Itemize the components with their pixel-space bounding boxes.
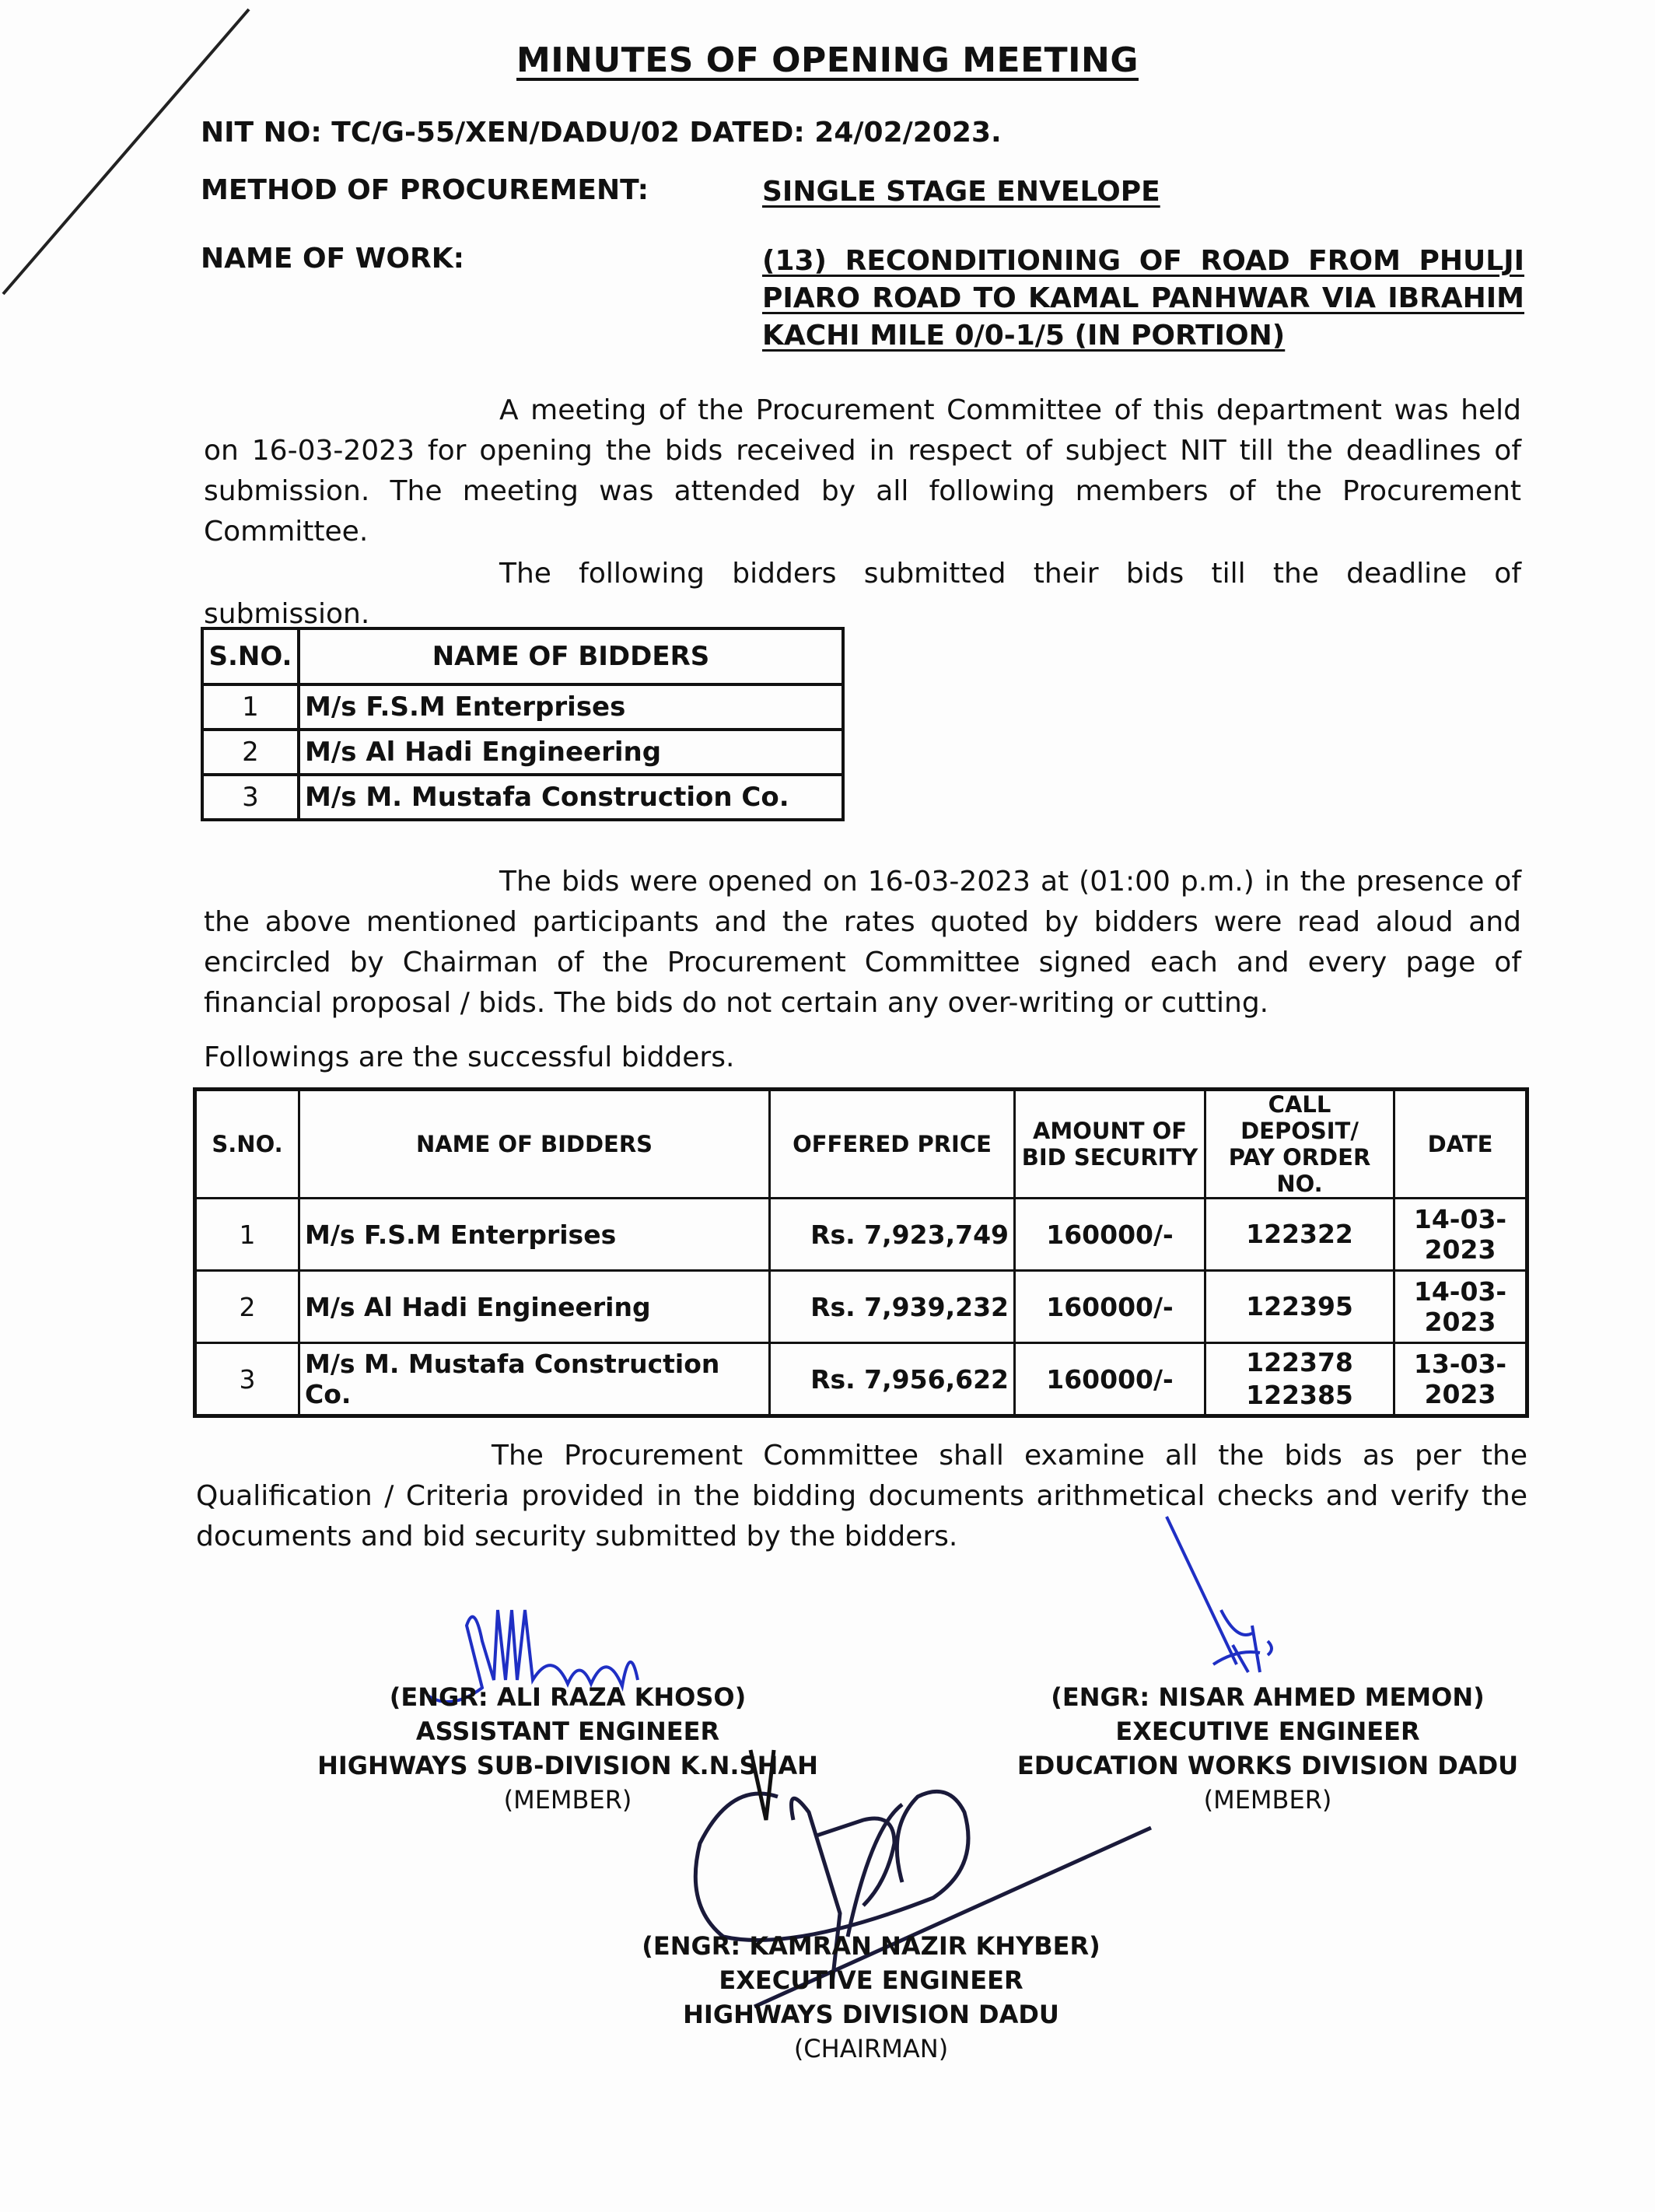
cell-price: Rs. 7,956,622	[770, 1343, 1015, 1416]
cell-security: 160000/-	[1015, 1199, 1205, 1271]
bidders-intro: The following bidders submitted their bids till the deadline of submission.	[204, 558, 1521, 630]
cell-pay-order	[1205, 1271, 1394, 1343]
cell-sno: 1	[195, 1199, 299, 1271]
signatory-role: (MEMBER)	[1203, 1785, 1332, 1815]
signatory-name: (ENGR: KAMRAN NAZIR KHYBER)	[642, 1931, 1100, 1961]
page-title: MINUTES OF OPENING MEETING	[516, 40, 1139, 80]
cell-name: M/s F.S.M Enterprises	[299, 1199, 770, 1271]
table-header-row	[202, 628, 843, 684]
pay-order-number: 122378	[1246, 1347, 1353, 1377]
cell-sno: 3	[202, 775, 299, 820]
method-label: METHOD OF PROCUREMENT:	[201, 174, 649, 206]
cell-sno: 3	[195, 1343, 299, 1416]
signatory-office: HIGHWAYS DIVISION DADU	[683, 2000, 1059, 2029]
cell-pay-order	[1205, 1199, 1394, 1271]
header-deposit	[1205, 1090, 1394, 1199]
header-name: NAME OF BIDDERS	[299, 1090, 770, 1199]
opening-paragraph: The bids were opened on 16-03-2023 at (01:00 p.m.) in the presence of the above mentioned participants and the rates quoted by bidders were read aloud and encircled by Chairman of the Procurement Committee signed each and every page of financial proposal / bids. The bids do not certain any over-writing or cutting.	[204, 866, 1521, 1019]
table-row	[195, 1271, 1527, 1343]
signature-right-icon	[1151, 1517, 1307, 1688]
successful-intro: Followings are the successful bidders.	[204, 1041, 735, 1073]
cell-date: 14-03-2023	[1394, 1271, 1527, 1343]
table-row	[202, 684, 843, 730]
header-deposit-line1: CALL DEPOSIT/	[1240, 1091, 1359, 1144]
cell-date: 13-03-2023	[1394, 1343, 1527, 1416]
cell-security: 160000/-	[1015, 1271, 1205, 1343]
cell-name: M/s M. Mustafa Construction Co.	[299, 1343, 770, 1416]
pay-order-number: 122322	[1246, 1219, 1353, 1249]
header-sno: S.NO.	[195, 1090, 299, 1199]
cell-price: Rs. 7,923,749	[770, 1199, 1015, 1271]
pay-order-number: 122385	[1246, 1380, 1353, 1410]
pay-order-number: 122395	[1246, 1291, 1353, 1321]
header-deposit-line2: PAY ORDER NO.	[1228, 1144, 1371, 1197]
cell-name: M/s Al Hadi Engineering	[299, 730, 843, 775]
cell-name: M/s Al Hadi Engineering	[299, 1271, 770, 1343]
signatory-office: HIGHWAYS SUB-DIVISION K.N.SHAH	[317, 1751, 818, 1780]
meeting-paragraph: A meeting of the Procurement Committee of this department was held on 16-03-2023 for opening the bids received in respect of subject NIT till the deadlines of submission. The meeting was attended by all following members of the Procurement Committee.	[204, 394, 1521, 548]
header-name: NAME OF BIDDERS	[299, 628, 843, 684]
signatory-designation: EXECUTIVE ENGINEER	[1115, 1717, 1420, 1746]
header-sno: S.NO.	[202, 628, 299, 684]
header-security	[1015, 1090, 1205, 1199]
method-value: SINGLE STAGE ENVELOPE	[762, 176, 1160, 208]
signatory-role: (MEMBER)	[503, 1785, 632, 1815]
signatory-office: EDUCATION WORKS DIVISION DADU	[1016, 1751, 1519, 1780]
cell-sno: 1	[202, 684, 299, 730]
header-security-line1: AMOUNT OF	[1032, 1118, 1188, 1144]
closing-paragraph: The Procurement Committee shall examine all the bids as per the Qualification / Criteria provided in the bidding documents arithmetical checks and verify the documents and bid security submitted by the bidders.	[196, 1440, 1527, 1552]
work-value: (13) RECONDITIONING OF ROAD FROM PHULJI PIARO ROAD TO KAMAL PANHWAR VIA IBRAHIM KACHI MILE 0/0-1/5 (IN PORTION)	[762, 245, 1524, 352]
cell-pay-order	[1205, 1343, 1394, 1416]
signatory-designation: EXECUTIVE ENGINEER	[719, 1965, 1023, 1995]
cell-sno: 2	[195, 1271, 299, 1343]
signatory-role: (CHAIRMAN)	[793, 2034, 949, 2063]
header-date: DATE	[1394, 1090, 1527, 1199]
cell-sno: 2	[202, 730, 299, 775]
table-header-row	[195, 1090, 1527, 1199]
table-row	[195, 1199, 1527, 1271]
cell-date: 14-03-2023	[1394, 1199, 1527, 1271]
work-label: NAME OF WORK:	[201, 243, 464, 275]
table-row	[202, 775, 843, 820]
cell-security: 160000/-	[1015, 1343, 1205, 1416]
signatory-designation: ASSISTANT ENGINEER	[415, 1717, 720, 1746]
signatory-name: (ENGR: NISAR AHMED MEMON)	[1051, 1682, 1485, 1712]
cell-price: Rs. 7,939,232	[770, 1271, 1015, 1343]
table-row	[202, 730, 843, 775]
header-price: OFFERED PRICE	[770, 1090, 1015, 1199]
successful-bidders-table	[193, 1087, 1529, 1418]
bidders-table	[201, 627, 845, 821]
cell-name: M/s F.S.M Enterprises	[299, 684, 843, 730]
signatory-name: (ENGR: ALI RAZA KHOSO)	[389, 1682, 747, 1712]
signatory-center	[599, 1929, 1143, 2066]
header-security-line2: BID SECURITY	[1021, 1144, 1198, 1171]
cell-name: M/s M. Mustafa Construction Co.	[299, 775, 843, 820]
nit-line: NIT NO: TC/G-55/XEN/DADU/02 DATED: 24/02/2023.	[201, 117, 1002, 149]
table-row	[195, 1343, 1527, 1416]
